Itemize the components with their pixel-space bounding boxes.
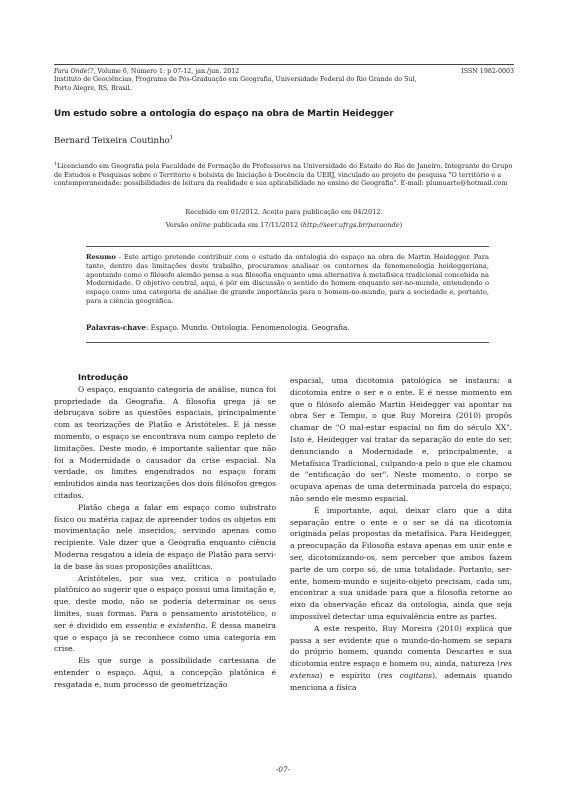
paragraph-text: ) e espírito ( (319, 670, 381, 680)
online-published (54, 219, 514, 232)
article-title: Um estudo sobre a ontologia do espaço na obra de Martin Heidegger (54, 109, 394, 119)
section-heading: Introdução (78, 372, 129, 382)
journal-url[interactable]: http://seer.ufrgs.br/paraonde (302, 220, 400, 229)
online-suffix: publicada em 17/11/2012 ( (210, 220, 303, 229)
paragraph (290, 623, 512, 694)
received-accepted: Recebido em 01/2012. Aceito para publicação em 04/2012. (185, 208, 383, 216)
footnote-text: Licenciando em Geografia pela Faculdade de Formação de Professores na Universidade do Estado do Rio de Janeiro. Integrante do Grupo de Estudos e Pesquisas sobre o Território e bolsista de Iniciação à Docência da UERJ, vinculado ao projeto de pesquisa "O território e a contemporaneidade: possibilidades de leitura da realidade e sua aplicabilidade no ensino de Geografia". E-mail: plumuarte@hotmail.com (54, 162, 513, 188)
keywords-label: Palavras-chave (86, 323, 146, 332)
paragraph-text: Aristóteles, por sua vez, critica o postulado platônico ao sugerir que o espaço possui uma limitação e, que, deste modo, não se poderia determinar os seus limites, suas formas. Para o pensamento aristotélico, o ser é dividido em (54, 573, 276, 630)
journal-issue: , Volume 6, Número 1: p 07-12, jan./jun. 2012 (93, 68, 240, 75)
body-column-left (54, 372, 276, 691)
body-column-right (290, 375, 512, 694)
paragraph: Eis que surge a possibilidade cartesiana de entender o espaço. Aqui, a concepção platônica é resgatada e, num processo de geometrização (54, 656, 276, 689)
abstract-label: Resumo (86, 253, 116, 261)
online-prefix: Versão (165, 220, 191, 229)
page-number: -07- (275, 765, 290, 774)
abstract-bottom-rule (86, 342, 489, 343)
keywords-text: : Espaço. Mundo. Ontologia. Fenomenologia. Geografia. (145, 323, 350, 332)
journal-citation (54, 68, 514, 76)
publication-dates (54, 206, 514, 231)
online-close: ) (399, 220, 403, 229)
author-footnote (54, 161, 514, 188)
paragraph: Platão chega a falar em espaço como substrato físico ou matéria capaz de apreender todos os objetos em movimentação nele inseridos, servindo apenas como recipiente. Vale dizer que a Geografia enquanto ciência Moderna resgatou a ideia de espaço de Platão para servi-la de base às suas proposições analíticas. (54, 502, 276, 571)
journal-header (54, 68, 514, 93)
paragraph-text: A este respeito, Ruy Moreira (2010) explica que passa a ser evidente que o mundo-do-homem se separa do próprio homem, quando comenta Descartes e sua dicotomia entre espaço e homem ou, ainda, natureza ( (290, 623, 512, 669)
paragraph (54, 573, 276, 656)
footnote-mark: 1 (54, 162, 58, 167)
author-line (54, 135, 173, 146)
paragraph: É importante, aqui, deixar claro que a dita separação entre o ente e o ser se dá na dicotomia originada pelas propostas da metafísica. Para Heidegger, a preocupação da Filosofia estava apenas em unir ente e ser, dicotomizando-os, sem perceber que ambos fazem parte de um corpo só, de uma totalidade. Portanto, ser-ente, homem-mundo e sujeito-objeto precisam, cada um, encontrar a sua unidade para que a filosofia retorne ao eixo da observação eficaz da ontologia, ainda que seja impossível detectar uma equivalência entre as partes. (290, 505, 512, 621)
paragraph-text: . É dessa maneira que o espaço já se reconhece como uma categoria em crise. (54, 620, 276, 654)
keywords (86, 323, 489, 332)
header-top-rule (54, 64, 514, 65)
affiliation-line-2: Porto Alegre, RS, Brasil. (54, 84, 132, 92)
abstract-top-rule (86, 246, 489, 247)
italic-term: res cogitans (380, 670, 433, 680)
affiliation-line-1: Instituto de Geociências, Programa de Pós-Graduação em Geografia, Universidade Federal do Rio Grande do Sul, (54, 76, 417, 84)
issn: ISSN 1982-0003 (461, 68, 514, 75)
author-name: Bernard Teixeira Coutinho (54, 135, 170, 146)
author-footnote-mark: 1 (169, 135, 174, 141)
paragraph-text: ), ademais quando menciona a física (290, 670, 512, 692)
paragraph-text: e (157, 620, 168, 630)
abstract (86, 253, 489, 306)
paragraph: espacial, uma dicotomia patológica se instaura: a dicotomia entre o ser e o ente. E é nesse momento em que o filósofo alemão Martin Heidegger vai apontar na obra Ser e Tempo, o que Ruy Moreira (2010) propôs chamar de "O mal-estar espacial no fim do século XX". Isto é, Heidegger vai tratar da separação do ente do ser, denunciando a Modernidade e, principalmente, a Metafísica Tradicional, culpando-a pelo o que ele chamou de "entificação do ser". Neste momento, o corpo se ocupava apenas de uma determinada parcela do espaço, não sendo ele mesmo espacial. (290, 376, 512, 503)
journal-name: Para Onde!? (54, 68, 94, 75)
online-word: online (190, 220, 211, 229)
italic-term: res extensa (290, 659, 512, 680)
italic-term: essentia (125, 620, 158, 630)
paragraph: O espaço, enquanto categoria de análise, nunca foi propriedade da Geografia. A filosofia grega já se debruçava sobre as questões espaciais, principalmente com as teorizações de Platão e Aristóteles. E já nesse momento, o espaço se encontrava num campo repleto de limitações. Deste modo, é importante salientar que não foi a Modernidade o causador da crise espacial. Na verdade, os limites engendrados no espaço foram embutidos ainda nas teorizações dos dois filósofos gregos citados. (54, 384, 276, 500)
abstract-text: - Este artigo pretende contribuir com o estudo da ontologia do espaço na obra de Martin Heidegger. Para tanto, dentro das limitações deste trabalho, procuramos analisar os contornos da fenomenologia heideggeriana, apontando como o filósofo alemão pensa a sua filosofia enquanto uma alternativa à metafísica tradicional concebida na Modernidade. O objetivo central, aqui, é pôr em discussão o sentido do homem enquanto ser-no-mundo, entendendo o espaço como uma categoria de análise de grande importância para o homem-no-mundo, para a sociedade e, portanto, para a ciência geográfica. (86, 253, 489, 305)
italic-term: existentia (168, 620, 206, 630)
